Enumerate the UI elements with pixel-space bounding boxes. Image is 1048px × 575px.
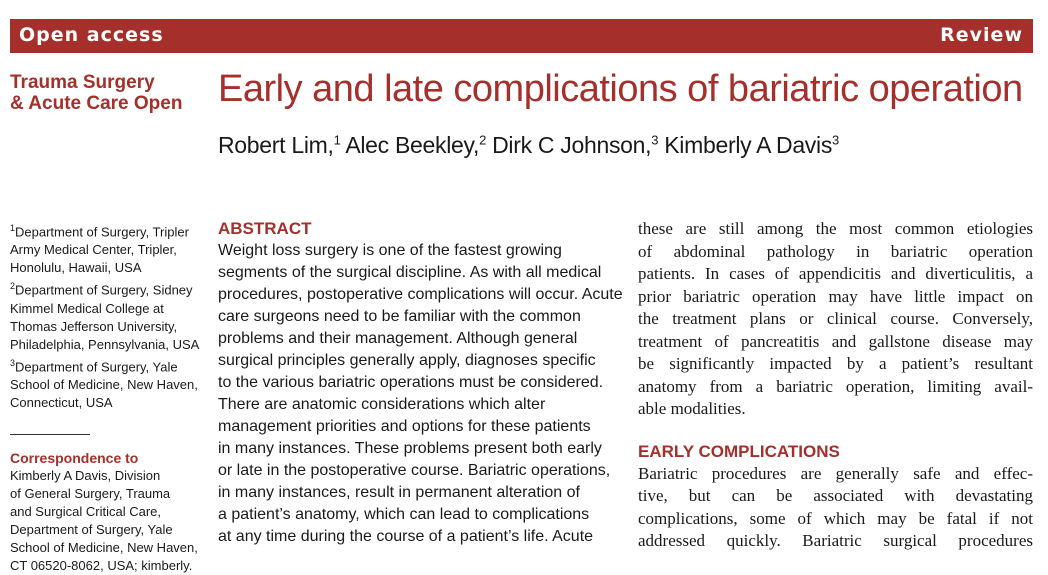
abstract-line: There are anatomic considerations which alter — [218, 396, 546, 413]
body-line: anatomy from a bariatric operation, limiting avail- — [638, 376, 1033, 396]
affiliation-line: Kimmel Medical College at — [10, 300, 164, 316]
abstract-line: care surgeons need to be familiar with the common — [218, 308, 581, 325]
affiliation-line: Department of Surgery, Tripler — [15, 224, 189, 240]
body-paragraph — [638, 218, 1033, 421]
divider — [10, 434, 90, 435]
affiliations-sidebar — [10, 219, 205, 575]
correspondence-line: of General Surgery, Trauma — [10, 485, 171, 501]
abstract-line: problems and their management. Although general — [218, 330, 578, 347]
journal-name-line: & Acute Care Open — [10, 93, 183, 114]
correspondence-line: Kimberly A Davis, Division — [10, 467, 161, 483]
author-affiliation-mark: 2 — [479, 132, 487, 148]
author-affiliation-mark: 3 — [651, 132, 659, 148]
abstract-line: in many instances, result in permanent alteration of — [218, 484, 580, 501]
body-line: addressed quickly. Bariatric surgical procedures — [638, 531, 1033, 550]
affiliation-line: School of Medicine, New Haven, — [10, 376, 198, 392]
affiliation — [10, 277, 205, 353]
body-column — [638, 218, 1033, 553]
affiliation — [10, 219, 205, 277]
article-title: Early and late complications of bariatric operation — [218, 68, 1023, 110]
correspondence-email-line[interactable]: CT 06520-8062, USA; kimberly. — [10, 557, 193, 573]
affiliation-number: 1 — [10, 223, 16, 233]
article-type-label: Review — [940, 24, 1023, 46]
affiliation-line: Department of Surgery, Yale — [15, 358, 178, 374]
affiliation-line: Philadelphia, Pennsylvania, USA — [10, 336, 200, 352]
body-line: these are still among the most common etiologies — [638, 219, 1033, 238]
body-line: complications, some of which may be fatal if not — [638, 508, 1033, 528]
author-list — [218, 132, 839, 159]
abstract-line: or late in the postoperative course. Bariatric operations, — [218, 462, 611, 479]
body-line: tive, but can be associated with devastating — [638, 486, 1033, 505]
abstract-line: a patient’s anatomy, which can lead to complications — [218, 506, 590, 523]
affiliation-line: Department of Surgery, Sidney — [15, 282, 193, 298]
affiliation-line: Thomas Jefferson University, — [10, 318, 178, 334]
affiliation-line: Connecticut, USA — [10, 394, 113, 410]
affiliation-number: 3 — [10, 357, 16, 368]
abstract-section — [218, 218, 623, 548]
author-name: Kimberly A Davis — [658, 132, 833, 158]
affiliation-line: Honolulu, Hawaii, USA — [10, 260, 142, 276]
correspondence-line: School of Medicine, New Haven, — [10, 539, 198, 555]
journal-name-line: Trauma Surgery — [10, 72, 155, 93]
author-affiliation-mark: 1 — [333, 132, 341, 148]
body-paragraph — [638, 463, 1033, 553]
abstract-line: management priorities and options for these patients — [218, 418, 591, 435]
abstract-line: surgical principles generally apply, diagnoses specific — [218, 352, 596, 369]
affiliation — [10, 354, 205, 412]
abstract-line: Weight loss surgery is one of the fastest growing — [218, 242, 562, 259]
body-line: treatment of pancreatitis and gallstone disease may — [638, 331, 1033, 351]
body-line: Bariatric procedures are generally safe and effec- — [638, 463, 1033, 483]
body-line: able modalities. — [638, 399, 746, 418]
journal-name — [10, 72, 182, 114]
abstract-line: in many instances. These problems present both early — [218, 440, 602, 457]
affiliation-number: 2 — [10, 281, 16, 292]
author-affiliation-mark: 3 — [832, 132, 839, 148]
abstract-line: to the various bariatric operations must be considered. — [218, 374, 604, 391]
body-line: be significantly impacted by a patient’s resultant — [638, 354, 1033, 373]
body-line: the treatment plans or clinical course. Conversely, — [638, 309, 1033, 328]
author-name: Robert Lim, — [218, 132, 334, 158]
section-heading: EARLY COMPLICATIONS — [638, 441, 840, 461]
affiliation-line: Army Medical Center, Tripler, — [10, 242, 177, 258]
abstract-line: segments of the surgical discipline. As with all medical — [218, 264, 602, 281]
abstract-line: procedures, postoperative complications will occur. Acute — [218, 286, 623, 303]
open-access-label: Open access — [19, 24, 164, 46]
correspondence-line: and Surgical Critical Care, — [10, 503, 162, 519]
correspondence-heading: Correspondence to — [10, 449, 139, 466]
body-line: of abdominal pathology in bariatric operation — [638, 241, 1033, 261]
body-line: patients. In cases of appendicitis and diverticulitis, a — [638, 264, 1033, 283]
author-name: Alec Beekley, — [340, 132, 480, 158]
body-line: prior bariatric operation may have little impact on — [638, 286, 1033, 306]
header-banner — [10, 19, 1033, 53]
abstract-line: at any time during the course of a patient’s life. Acute — [218, 528, 594, 545]
abstract-heading: ABSTRACT — [218, 219, 312, 238]
correspondence-line: Department of Surgery, Yale — [10, 521, 173, 537]
author-name: Dirk C Johnson, — [486, 132, 652, 158]
